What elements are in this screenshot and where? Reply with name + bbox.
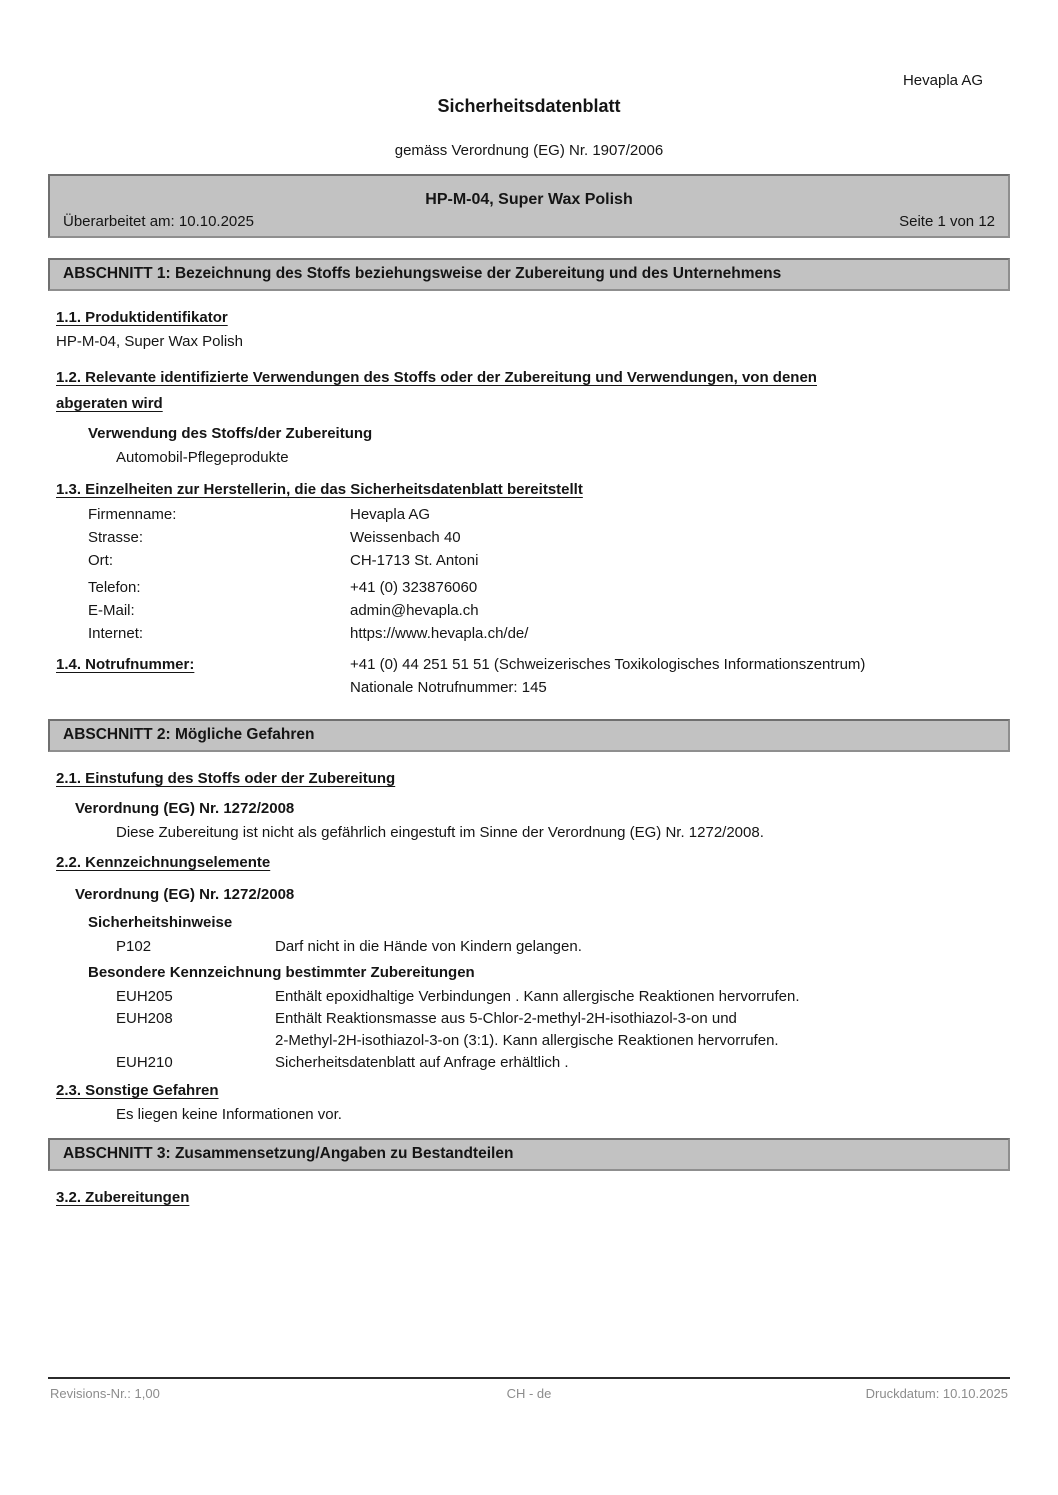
heading-2-3: 2.3. Sonstige Gefahren [56, 1082, 219, 1099]
heading-1-4: 1.4. Notrufnummer: [56, 656, 195, 673]
euh-text [275, 1008, 1058, 1052]
heading-2-1: 2.1. Einstufung des Stoffs oder der Zubereitung [56, 770, 396, 787]
company-row-label: Ort: [88, 552, 113, 569]
company-row-label: Firmenname: [88, 506, 177, 523]
use-text: Automobil-Pflegeprodukte [116, 449, 289, 466]
doc-title: Sicherheitsdatenblatt [437, 96, 621, 116]
company-row-label: E-Mail: [88, 602, 135, 619]
product-name: HP-M-04, Super Wax Polish [425, 191, 633, 208]
company-row-label: Strasse: [88, 529, 144, 546]
emergency-number-block [350, 653, 1058, 699]
company-row [88, 503, 1058, 526]
revised-date: Überarbeitet am: 10.10.2025 [63, 213, 254, 230]
company-row-value: +41 (0) 323876060 [350, 579, 478, 596]
company-row [88, 549, 1058, 572]
emergency-number-line2: Nationale Notrufnummer: 145 [350, 679, 547, 696]
p-statement-text: Darf nicht in die Hände von Kindern gelangen. [275, 938, 582, 955]
locale-code: CH - de [506, 1386, 552, 1401]
safety-statement-row [116, 936, 1058, 958]
heading-2-2: 2.2. Kennzeichnungselemente [56, 854, 271, 871]
euh-text-line: Enthält Reaktionsmasse aus 5-Chlor-2-methyl-2H-isothiazol-3-on und [275, 1010, 737, 1027]
company-row [88, 599, 1058, 622]
doc-subtitle: gemäss Verordnung (EG) Nr. 1907/2006 [394, 142, 664, 159]
company-row-value: https://www.hevapla.ch/de/ [350, 625, 529, 642]
page-footer [48, 1377, 1010, 1411]
euh-code: EUH210 [116, 1054, 173, 1071]
section-3-bar: ABSCHNITT 3: Zusammensetzung/Angaben zu Bestandteilen [48, 1138, 1010, 1171]
section-1-4 [0, 653, 1058, 699]
euh-text-line: 2-Methyl-2H-isothiazol-3-on (3:1). Kann allergische Reaktionen hervorrufen. [275, 1032, 779, 1049]
euh-row [116, 1052, 1058, 1074]
safety-statements-subheading: Sicherheitshinweise [88, 914, 233, 931]
other-hazards-text: Es liegen keine Informationen vor. [116, 1106, 342, 1123]
company-row [88, 526, 1058, 549]
section-1-bar: ABSCHNITT 1: Bezeichnung des Stoffs beziehungsweise der Zubereitung und des Unternehmens [48, 258, 1010, 291]
heading-1-2 [56, 365, 1058, 417]
euh-text-line: Sicherheitsdatenblatt auf Anfrage erhältlich . [275, 1054, 569, 1071]
euh-text [275, 1052, 1058, 1074]
company-row [88, 622, 1058, 645]
euh-row [116, 986, 1058, 1008]
heading-3-2: 3.2. Zubereitungen [56, 1189, 190, 1206]
p-statement-code: P102 [116, 938, 152, 955]
euh-code: EUH205 [116, 988, 173, 1005]
company-row [88, 576, 1058, 599]
special-labelling-subheading: Besondere Kennzeichnung bestimmter Zubereitungen [88, 964, 475, 981]
section-2-bar: ABSCHNITT 2: Mögliche Gefahren [48, 719, 1010, 752]
use-subheading: Verwendung des Stoffs/der Zubereitung [88, 425, 373, 442]
regulation-subheading: Verordnung (EG) Nr. 1272/2008 [75, 886, 295, 903]
regulation-subheading: Verordnung (EG) Nr. 1272/2008 [75, 800, 295, 817]
company-row-label: Internet: [88, 625, 144, 642]
product-meta-row [63, 213, 995, 230]
euh-code: EUH208 [116, 1010, 173, 1027]
heading-1-2-line2: abgeraten wird [56, 395, 163, 412]
heading-1-1: 1.1. Produktidentifikator [56, 309, 228, 326]
heading-1-3: 1.3. Einzelheiten zur Herstellerin, die das Sicherheitsdatenblatt bereitstellt [56, 481, 583, 498]
page-indicator: Seite 1 von 12 [899, 213, 995, 230]
heading-1-2-line1: 1.2. Relevante identifizierte Verwendungen des Stoffs oder der Zubereitung und Verwendungen, von denen [56, 369, 817, 386]
classification-text: Diese Zubereitung ist nicht als gefährlich eingestuft im Sinne der Verordnung (EG) Nr. 1272/2008. [116, 824, 764, 841]
product-identifier-text: HP-M-04, Super Wax Polish [56, 333, 244, 350]
company-row-value: Hevapla AG [350, 506, 431, 523]
company-row-value: Weissenbach 40 [350, 529, 461, 546]
euh-text-line: Enthält epoxidhaltige Verbindungen . Kann allergische Reaktionen hervorrufen. [275, 988, 800, 1005]
euh-text [275, 986, 1058, 1008]
product-header-box [48, 174, 1010, 238]
euh-row [116, 1008, 1058, 1052]
company-row-value: CH-1713 St. Antoni [350, 552, 479, 569]
revision-number: Revisions-Nr.: 1,00 [50, 1386, 160, 1401]
print-date: Druckdatum: 10.10.2025 [865, 1386, 1008, 1401]
company-row-label: Telefon: [88, 579, 141, 596]
emergency-number-line1: +41 (0) 44 251 51 51 (Schweizerisches Toxikologisches Informationszentrum) [350, 656, 866, 673]
company-row-value: admin@hevapla.ch [350, 602, 479, 619]
doc-company: Hevapla AG [902, 72, 983, 89]
